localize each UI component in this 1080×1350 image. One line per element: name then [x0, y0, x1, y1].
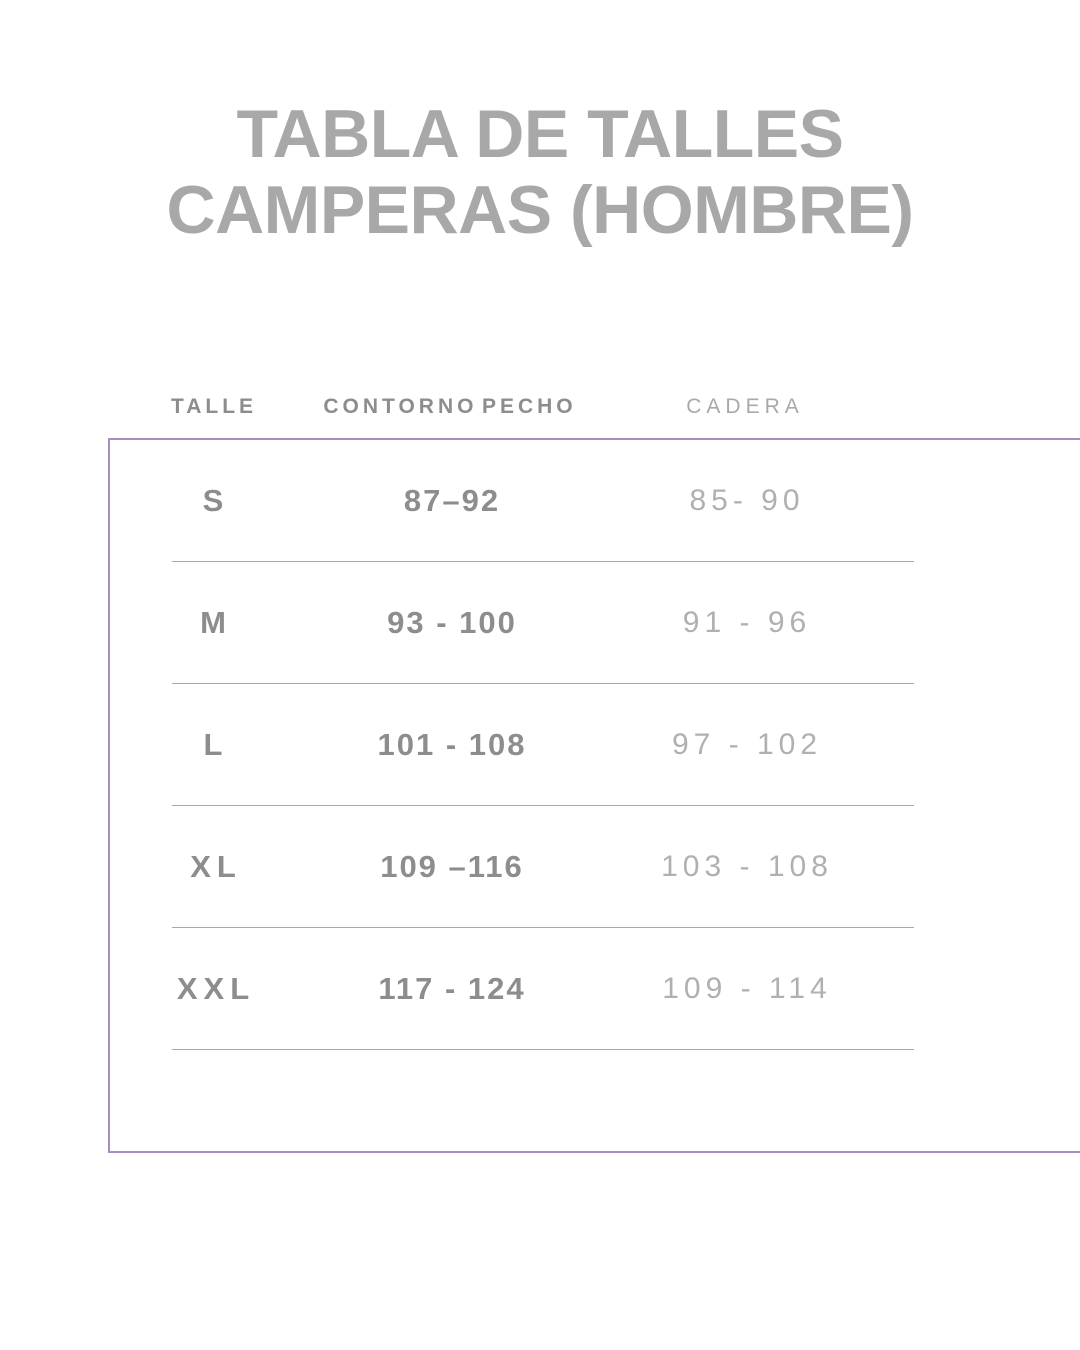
header-label-pecho: PECHO	[481, 395, 577, 419]
header-label-contorno: CONTORNO	[323, 395, 478, 419]
cell-talle: XXL	[176, 971, 256, 1006]
cell-talle: XL	[190, 849, 242, 884]
cell-cadera: 91 - 96	[682, 606, 812, 639]
table-row	[110, 562, 1080, 684]
cell-cadera: 97 - 102	[671, 728, 823, 761]
table-row	[110, 440, 1080, 562]
header-cell-talle	[108, 395, 320, 420]
row-divider	[172, 1049, 914, 1050]
header-label-talle: TALLE	[170, 395, 258, 419]
cell-contorno-pecho: 117 - 124	[378, 971, 526, 1006]
page-title-line-1: TABLA DE TALLES	[236, 96, 844, 172]
cell-cadera: 109 - 114	[662, 972, 832, 1005]
size-table	[108, 360, 1080, 1153]
header-cell-cadera	[580, 395, 910, 420]
table-header-row	[108, 360, 1080, 420]
cell-cadera: 103 - 108	[661, 850, 833, 883]
table-row	[110, 684, 1080, 806]
cell-contorno-pecho: 87–92	[403, 483, 501, 518]
header-label-cadera: CADERA	[686, 395, 804, 419]
cell-contorno-pecho: 101 - 108	[377, 727, 527, 762]
cell-talle: L	[203, 727, 229, 762]
cell-cadera: 85- 90	[689, 484, 805, 517]
page-title-line-2: CAMPERAS (HOMBRE)	[166, 172, 914, 249]
cell-talle: S	[202, 483, 230, 518]
cell-talle: M	[200, 605, 232, 640]
header-cell-contorno-pecho	[320, 395, 580, 420]
table-row	[110, 806, 1080, 928]
page-title	[0, 96, 1080, 248]
table-row	[110, 928, 1080, 1050]
cell-contorno-pecho: 109 –116	[380, 849, 524, 884]
table-border-box	[108, 438, 1080, 1153]
table-body	[110, 440, 1080, 1050]
cell-contorno-pecho: 93 - 100	[387, 605, 517, 640]
